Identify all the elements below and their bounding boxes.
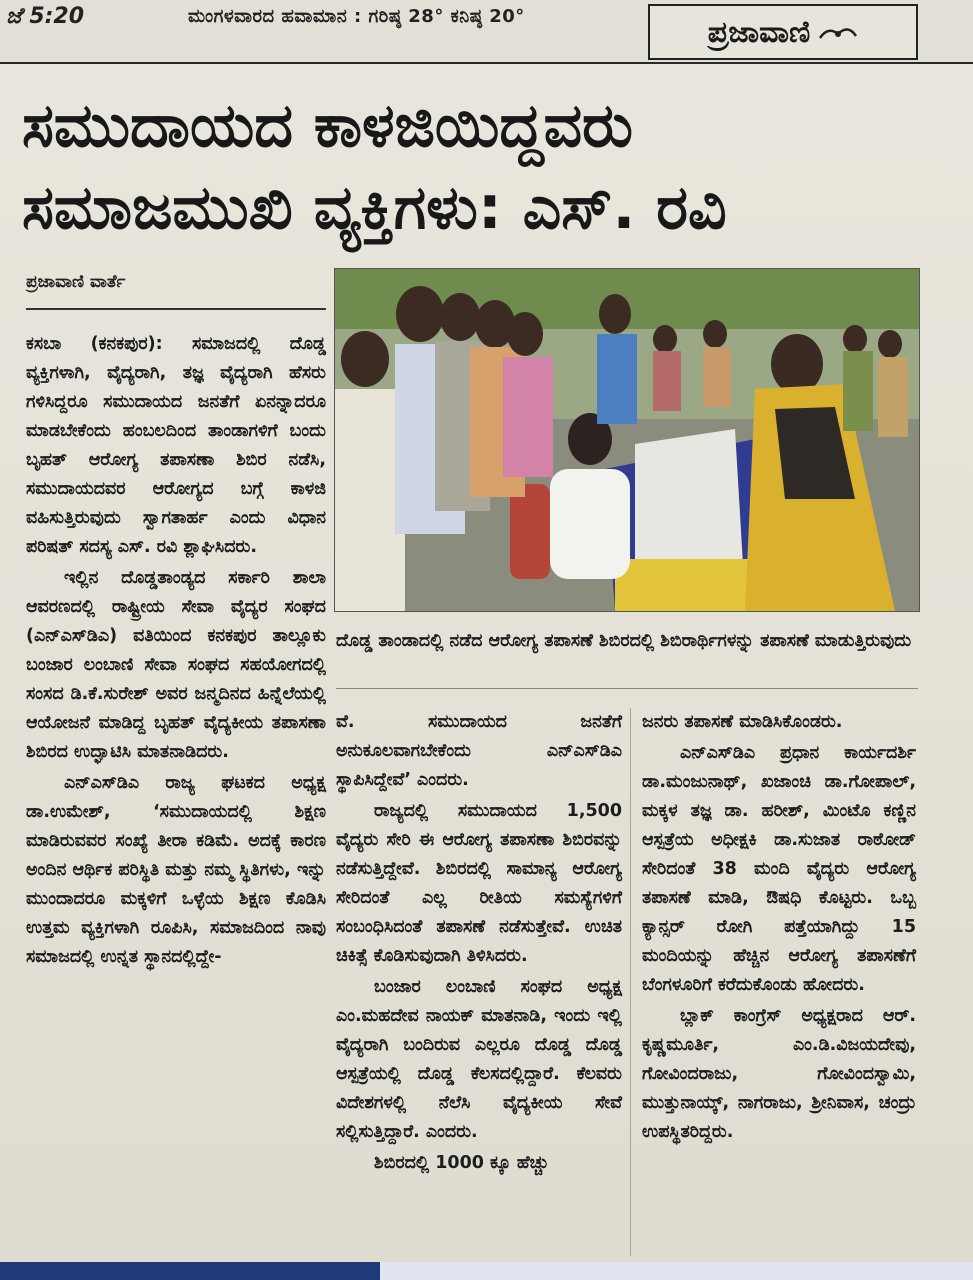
article-column-2 (336, 708, 622, 1180)
weather-line: ಮಂಗಳವಾರದ ಹವಾಮಾನ : ಗರಿಷ್ಠ 28° ಕನಿಷ್ಠ 20° (188, 6, 525, 27)
photo-illustration (335, 269, 919, 611)
photo-caption: ದೊಡ್ಡ ತಾಂಡಾದಲ್ಲಿ ನಡೆದ ಆರೋಗ್ಯ ತಪಾಸಣೆ ಶಿಬಿರದಲ್ಲಿ ಶಿಬಿರಾರ್ಥಿಗಳನ್ನು ತಪಾಸಣೆ ಮಾಡುತ್ತಿರುವುದು (336, 631, 912, 651)
masthead-title: ಪ್ರಜಾವಾಣಿ (707, 14, 811, 50)
masthead (648, 4, 918, 60)
headline-line-1: ಸಮುದಾಯದ ಕಾಳಜಿಯಿದ್ದವರು (22, 91, 633, 161)
paragraph: ಬ್ಲಾಕ್ ಕಾಂಗ್ರೆಸ್ ಅಧ್ಯಕ್ಷರಾದ ಆರ್. ಕೃಷ್ಣಮೂರ್ತಿ, ಎಂ.ಡಿ.ವಿಜಯದೇವು, ಗೋವಿಂದರಾಜು, ಗೋವಿಂದಸ್ವಾಮಿ, ಮುತ್ತುನಾಯ್ಕ್, ನಾಗರಾಜು, ಶ್ರೀನಿವಾಸ, ಚಂದ್ರು ಉಪಸ್ಥಿತರಿದ್ದರು. (642, 1006, 916, 1142)
headline (22, 85, 952, 249)
page-date: ಜೆ 5:20 (6, 4, 85, 29)
news-photo (334, 268, 920, 612)
paragraph: ಎನ್‌ಎಸ್‌ಡಿಎ ಪ್ರಧಾನ ಕಾರ್ಯದರ್ಶಿ ಡಾ.ಮಂಜುನಾಥ್, ಖಜಾಂಚಿ ಡಾ.ಗೋಪಾಲ್, ಮಕ್ಕಳ ತಜ್ಞ ಡಾ. ಹರೀಶ್, ಮಿಂಟೊ ಕಣ್ಣಿನ ಆಸ್ಪತ್ರೆಯ ಅಧೀಕ್ಷಕಿ ಡಾ.ಸುಜಾತ ರಾಠೋಡ್ ಸೇರಿದಂತೆ 38 ಮಂದಿ ವೈದ್ಯರು ಆರೋಗ್ಯ ತಪಾಸಣೆ ಮಾಡಿ, ಔಷಧಿ ಕೊಟ್ಟರು. ಒಬ್ಬ ಕ್ಯಾನ್ಸರ್ ರೋಗಿ ಪತ್ತೆಯಾಗಿದ್ದು 15 ಮಂದಿಯನ್ನು ಹೆಚ್ಚಿನ ಆರೋಗ್ಯ ತಪಾಸಣೆಗೆ ಬೆಂಗಳೂರಿಗೆ ಕರೆದುಕೊಂಡು ಹೋದರು. (642, 743, 916, 995)
byline-rule (26, 308, 326, 310)
column-divider (630, 708, 631, 1256)
paragraph: ಎನ್‌ಎಸ್‌ಡಿಎ ರಾಜ್ಯ ಘಟಕದ ಅಧ್ಯಕ್ಷ ಡಾ.ಉಮೇಶ್, ‘ಸಮುದಾಯದಲ್ಲಿ ಶಿಕ್ಷಣ ಮಾಡಿರುವವರ ಸಂಖ್ಯೆ ತೀರಾ ಕಡಿಮೆ. ಅದಕ್ಕೆ ಕಾರಣ ಅಂದಿನ ಆರ್ಥಿಕ ಪರಿಸ್ಥಿತಿ ಮತ್ತು ನಮ್ಮ ಸ್ಥಿತಿಗಳು, ಇನ್ನು ಮುಂದಾದರೂ ಮಕ್ಕಳಿಗೆ ಒಳ್ಳೆಯ ಶಿಕ್ಷಣ ಕೊಡಿಸಿ ಉತ್ತಮ ವ್ಯಕ್ತಿಗಳಾಗಿ ರೂಪಿಸಿ, ಸಮಾಜದಿಂದ ನಾವು ಸಮಾಜದಲ್ಲಿ ಉನ್ನತ ಸ್ಥಾನದಲ್ಲಿದ್ದೇ- (26, 773, 326, 967)
paragraph: ಶಿಬಿರದಲ್ಲಿ 1000 ಕ್ಕೂ ಹೆಚ್ಚು (374, 1153, 549, 1173)
bottom-strip (0, 1262, 973, 1280)
paragraph: ಬಂಜಾರ ಲಂಬಾಣಿ ಸಂಘದ ಅಧ್ಯಕ್ಷ ಎಂ.ಮಹದೇವ ನಾಯಕ್ ಮಾತನಾಡಿ, ಇಂದು ಇಲ್ಲಿ ವೈದ್ಯರಾಗಿ ಬಂದಿರುವ ಎಲ್ಲರೂ ದೊಡ್ಡ ದೊಡ್ಡ ಆಸ್ಪತ್ರೆಯಲ್ಲಿ ದೊಡ್ಡ ಕೆಲಸದಲ್ಲಿದ್ದಾರೆ. ಕೆಲವರು ವಿದೇಶಗಳಲ್ಲಿ ನೆಲೆಸಿ ವೈದ್ಯಕೀಯ ಸೇವೆ ಸಲ್ಲಿಸುತ್ತಿದ್ದಾರೆ. ಎಂದರು. (336, 977, 622, 1142)
page-header-strip (0, 0, 973, 64)
paragraph: ಜನರು ತಪಾಸಣೆ ಮಾಡಿಸಿಕೊಂಡರು. (642, 712, 843, 732)
caption-rule (336, 688, 918, 689)
bottom-strip-light (380, 1262, 973, 1280)
article-column-1 (26, 330, 326, 974)
headline-line-2: ಸಮಾಜಮುಖಿ ವ್ಯಕ್ತಿಗಳು: ಎಸ್. ರವಿ (22, 173, 727, 243)
paragraph: ರಾಜ್ಯದಲ್ಲಿ ಸಮುದಾಯದ 1,500 ವೈದ್ಯರು ಸೇರಿ ಈ ಆರೋಗ್ಯ ತಪಾಸಣಾ ಶಿಬಿರವನ್ನು ನಡೆಸುತ್ತಿದ್ದೇವೆ. ಶಿಬಿರದಲ್ಲಿ ಸಾಮಾನ್ಯ ಆರೋಗ್ಯ ಸೇರಿದಂತೆ ಎಲ್ಲ ರೀತಿಯ ಸಮಸ್ಯೆಗಳಿಗೆ ಸಂಬಂಧಿಸಿದಂತೆ ತಪಾಸಣೆ ನಡೆಸುತ್ತೇವೆ. ಉಚಿತ ಚಿಕಿತ್ಸೆ ಕೊಡಿಸುವುದಾಗಿ ತಿಳಿಸಿದರು. (336, 801, 622, 966)
paragraph: ಕಸಬಾ (ಕನಕಪುರ): ಸಮಾಜದಲ್ಲಿ ದೊಡ್ಡ ವ್ಯಕ್ತಿಗಳಾಗಿ, ವೈದ್ಯರಾಗಿ, ತಜ್ಞ ವೈದ್ಯರಾಗಿ ಹೆಸರು ಗಳಿಸಿದ್ದರೂ ಸಮುದಾಯದ ಜನತೆಗೆ ಏನನ್ನಾದರೂ ಮಾಡಬೇಕೆಂದು ಹಂಬಲದಿಂದ ತಾಂಡಾಗಳಿಗೆ ಬಂದು ಬೃಹತ್ ಆರೋಗ್ಯ ತಪಾಸಣಾ ಶಿಬಿರ ನಡೆಸಿ, ಸಮುದಾಯದವರ ಆರೋಗ್ಯದ ಬಗ್ಗೆ ಕಾಳಜಿ ವಹಿಸುತ್ತಿರುವುದು ಸ್ವಾಗತಾರ್ಹ ಎಂದು ವಿಧಾನ ಪರಿಷತ್ ಸದಸ್ಯ ಎಸ್. ರವಿ ಶ್ಲಾಘಿಸಿದರು. (26, 334, 326, 557)
article-column-3 (642, 708, 916, 1149)
paragraph: ವೆ. ಸಮುದಾಯದ ಜನತೆಗೆ ಅನುಕೂಲವಾಗಬೇಕೆಂದು ಎನ್‌ಎಸ್‌ಡಿಎ ಸ್ಥಾಪಿಸಿದ್ದೇವೆ’ ಎಂದರು. (336, 712, 622, 790)
paragraph: ಇಲ್ಲಿನ ದೊಡ್ಡತಾಂಡ್ಯದ ಸರ್ಕಾರಿ ಶಾಲಾ ಆವರಣದಲ್ಲಿ ರಾಷ್ಟ್ರೀಯ ಸೇವಾ ವೈದ್ಯರ ಸಂಘದ (ಎನ್‌ಎಸ್‌ಡಿಎ) ವತಿಯಿಂದ ಕನಕಪುರ ತಾಲ್ಲೂಕು ಬಂಜಾರ ಲಂಬಾಣಿ ಸೇವಾ ಸಂಘದ ಸಹಯೋಗದಲ್ಲಿ ಸಂಸದ ಡಿ.ಕೆ.ಸುರೇಶ್ ಅವರ ಜನ್ಮದಿನದ ಹಿನ್ನೆಲೆಯಲ್ಲಿ ಆಯೋಜನೆ ಮಾಡಿದ್ದ ಬೃಹತ್ ವೈದ್ಯಕೀಯ ತಪಾಸಣಾ ಶಿಬಿರದ ಉದ್ಘಾಟಿಸಿ ಮಾತನಾಡಿದರು. (26, 568, 326, 762)
byline: ಪ್ರಜಾವಾಣಿ ವಾರ್ತೆ (26, 272, 126, 292)
masthead-logo-icon (818, 22, 858, 42)
